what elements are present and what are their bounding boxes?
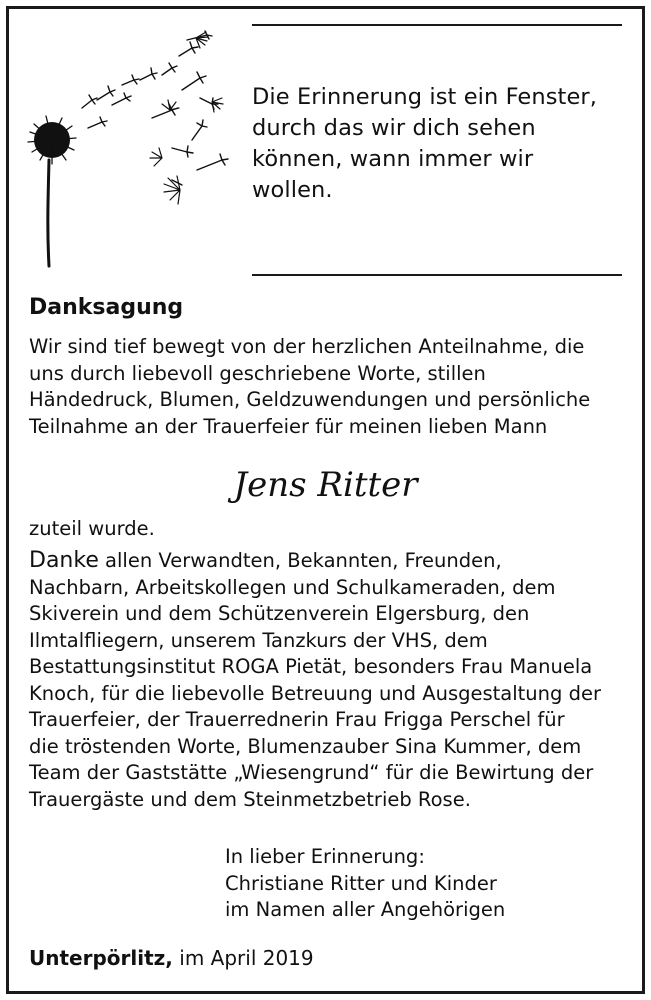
memorial-quote bbox=[252, 82, 622, 206]
signature-line: im Namen aller Angehörigen bbox=[225, 898, 506, 921]
thanks-paragraph bbox=[29, 548, 619, 813]
danke-word: Danke bbox=[29, 548, 99, 573]
quote-line: wollen. bbox=[252, 177, 333, 203]
deceased-name: Jens Ritter bbox=[233, 465, 418, 505]
text-line: Team der Gaststätte „Wiesengrund“ für die Bewirtung der bbox=[29, 761, 594, 784]
place-date bbox=[29, 946, 314, 970]
quote-line: durch das wir dich sehen bbox=[252, 115, 536, 141]
text-line bbox=[29, 548, 619, 575]
text-fragment: allen Verwandten, Bekannten, Freunden, bbox=[98, 549, 502, 572]
after-name-text: zuteil wurde. bbox=[29, 517, 155, 540]
text-line: Ilmtalfliegern, unserem Tanzkurs der VHS, dem bbox=[29, 628, 488, 652]
signature-line: Christiane Ritter und Kinder bbox=[225, 871, 497, 895]
place: Unterpörlitz, bbox=[29, 946, 173, 970]
text-line: Skiverein und dem Schützenverein Elgersburg, den bbox=[29, 602, 530, 625]
quote-line: Die Erinnerung ist ein Fenster, bbox=[252, 84, 598, 110]
bottom-divider bbox=[252, 274, 622, 276]
text-line: die tröstenden Worte, Blumenzauber Sina Kummer, dem bbox=[29, 734, 582, 758]
page-title: Danksagung bbox=[29, 295, 184, 320]
dandelion-icon bbox=[22, 30, 237, 270]
text-line: uns durch liebevoll geschriebene Worte, stillen bbox=[29, 361, 486, 385]
text-line: Bestattungsinstitut ROGA Pietät, besonders Frau Manuela bbox=[29, 655, 593, 678]
text-line: Händedruck, Blumen, Geldzuwendungen und persönliche bbox=[29, 388, 591, 411]
text-line: Trauerfeier, der Trauerrednerin Frau Frigga Perschel für bbox=[29, 708, 565, 731]
text-line: Nachbarn, Arbeitskollegen und Schulkameraden, dem bbox=[29, 575, 556, 599]
top-divider bbox=[252, 24, 622, 26]
intro-paragraph bbox=[29, 334, 619, 440]
quote-line: können, wann immer wir bbox=[252, 146, 534, 172]
signature-line: In lieber Erinnerung: bbox=[225, 845, 425, 868]
text-line: Wir sind tief bewegt von der herzlichen Anteilnahme, die bbox=[29, 335, 585, 358]
date: im April 2019 bbox=[172, 946, 314, 970]
text-line: Teilnahme an der Trauerfeier für meinen lieben Mann bbox=[29, 414, 548, 438]
text-line: Trauergäste und dem Steinmetzbetrieb Rose. bbox=[29, 787, 471, 811]
text-line: Knoch, für die liebevolle Betreuung und Ausgestaltung der bbox=[29, 681, 601, 705]
signature-block bbox=[225, 844, 505, 924]
